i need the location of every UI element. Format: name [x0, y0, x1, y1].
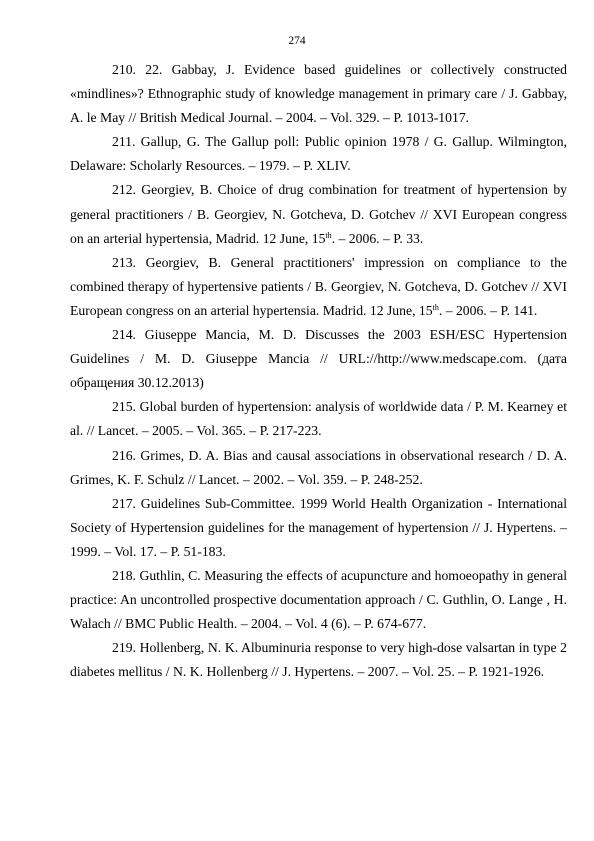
reference-number: 219. — [112, 640, 136, 656]
reference-text: 22. Gabbay, J. Evidence based guidelines or collectively constructed «mindlines»? Ethnographic study of knowledge management in primary care / J. Gabbay, A. le May // British Medical Journal. – 2004. – Vol. 329. – P. 1013-1017. — [70, 62, 568, 126]
reference-entry — [70, 636, 567, 684]
reference-entry — [70, 395, 567, 443]
page-number: 274 — [288, 35, 306, 47]
reference-entry — [70, 323, 567, 395]
reference-number: 211. — [112, 134, 136, 150]
reference-number: 216. — [112, 447, 136, 463]
reference-text: Guidelines Sub-Committee. 1999 World Health Organization - International Society of Hypertension guidelines for the management of hypertension // J. Hypertens. – 1999. – Vol. 17. – P. 51-183. — [70, 495, 567, 559]
reference-entry — [70, 58, 567, 130]
reference-number: 212. — [112, 182, 136, 198]
reference-number: 217. — [112, 495, 136, 511]
reference-text: Gallup, G. The Gallup poll: Public opinion 1978 / G. Gallup. Wilmington, Delaware: Scholarly Resources. – 1979. – P. XLIV. — [70, 134, 568, 174]
reference-number: 210. — [112, 62, 136, 77]
reference-text: Georgiev, B. General practitioners' impression on compliance to the combined therapy of hypertensive patients / B. Georgiev, N. Gotcheva, D. Gotchev // XVI European congress on an arterial hypertensia. Madrid. 12 June, 15 — [70, 254, 567, 318]
reference-text: Hollenberg, N. K. Albuminuria response to very high-dose valsartan in type 2 diabetes mellitus / N. K. Hollenberg // J. Hypertens. – 2007. – Vol. 25. – P. 1921-1926. — [70, 640, 568, 680]
reference-entry — [70, 444, 567, 492]
reference-entry — [70, 564, 567, 636]
ordinal-superscript: th — [432, 302, 439, 312]
reference-number: 218. — [112, 567, 136, 583]
reference-text-end: . – 2006. – P. 141. — [438, 302, 538, 318]
reference-number: 213. — [112, 254, 136, 270]
reference-number: 215. — [112, 399, 136, 415]
ordinal-superscript: th — [325, 230, 332, 240]
reference-text: Giuseppe Mancia, M. D. Discusses the 2003 ESH/ESC Hypertension Guidelines / M. D. Giuseppe Mancia // URL://http://www.medscape.com. (дата обращения 30.12.2013) — [70, 327, 568, 391]
reference-list — [70, 58, 567, 684]
reference-number: 214. — [112, 327, 136, 343]
reference-text: Georgiev, B. Choice of drug combination for treatment of hypertension by general practitioners / B. Georgiev, N. Gotcheva, D. Gotchev // XVI European congress on an arterial hypertensia, Madrid. 12 June, 15 — [70, 182, 568, 246]
reference-entry — [70, 492, 567, 564]
reference-entry — [70, 251, 567, 323]
reference-entry — [70, 130, 567, 178]
reference-text-end: . – 2006. – P. 33. — [331, 230, 424, 246]
reference-entry — [70, 178, 567, 250]
reference-text: Global burden of hypertension: analysis of worldwide data / P. M. Kearney et al. // Lancet. – 2005. – Vol. 365. – P. 217-223. — [70, 399, 567, 439]
reference-text: Guthlin, C. Measuring the effects of acupuncture and homoeopathy in general practice: An uncontrolled prospective documentation approach / C. Guthlin, O. Lange , H. Walach // BMC Public Health. – 2004. – Vol. 4 (6). – P. 674-677. — [70, 567, 567, 632]
reference-text: Grimes, D. A. Bias and causal associations in observational research / D. A. Grimes, K. F. Schulz // Lancet. – 2002. – Vol. 359. – P. 248-252. — [70, 447, 567, 487]
